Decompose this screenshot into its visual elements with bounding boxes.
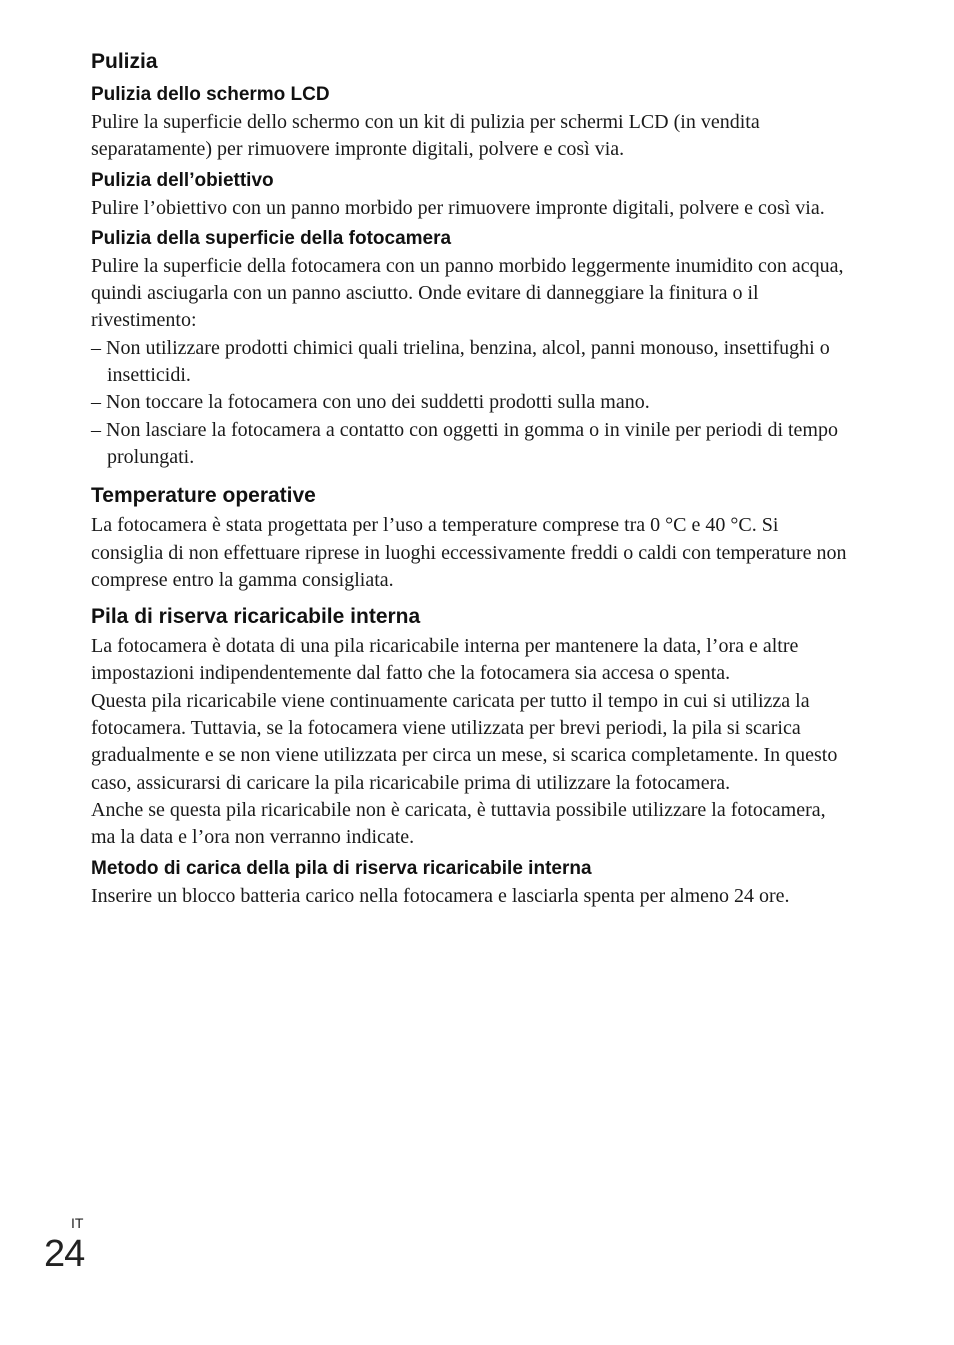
paragraph-metodo-carica: Inserire un blocco batteria carico nella fotocamera e lasciarla spenta per almeno 24 ore. (91, 884, 790, 907)
subsection-title-metodo-carica: Metodo di carica della pila di riserva ricaricabile interna (91, 857, 592, 879)
paragraph-lcd: Pulire la superficie dello schermo con un kit di pulizia per schermi LCD (in vendita separatamente) per rimuovere impronte digitali, polvere e così via. (91, 111, 760, 161)
subsection-title-lcd: Pulizia dello schermo LCD (91, 84, 330, 105)
paragraph-superficie: Pulire la superficie della fotocamera con un panno morbido leggermente inumidito con acqua, quindi asciugarla con un panno asciutto. Onde evitare di danneggiare la finitura o il rivestimento: (91, 254, 844, 332)
paragraph-temperature: La fotocamera è stata progettata per l’uso a temperature comprese tra 0 °C e 40 °C. Si consiglia di non effettuare riprese in luoghi eccessivamente freddi o caldi con temperature non comprese entro la gamma consigliata. (91, 514, 847, 591)
section-title-pulizia: Pulizia (91, 50, 158, 73)
subsection-title-obiettivo: Pulizia dell’obiettivo (91, 169, 274, 191)
paragraph-pila-2: Questa pila ricaricabile viene continuamente caricata per tutto il tempo in cui si utilizza la fotocamera. Tuttavia, se la fotocamera viene utilizzata per brevi periodi, la pila si scarica gradualmente e se non viene utilizzata per circa un mese, si scarica completamente. In questo caso, assicurarsi di caricare la pila ricaricabile prima di utilizzare la fotocamera. (91, 689, 838, 794)
paragraph-pila-3: Anche se questa pila ricaricabile non è caricata, è tuttavia possibile utilizzare la fotocamera, ma la data e l’ora non verranno indicate. (91, 798, 826, 849)
list-item: – Non toccare la fotocamera con uno dei suddetti prodotti sulla mano. (91, 391, 650, 414)
language-code: IT (71, 1215, 84, 1231)
section-title-temperature: Temperature operative (91, 484, 316, 508)
page-footer (44, 1215, 84, 1273)
cleaning-warnings-list (91, 335, 851, 471)
section-title-pila: Pila di riserva ricaricabile interna (91, 605, 421, 629)
page-content (91, 46, 851, 910)
page-number: 24 (44, 1233, 85, 1275)
list-item: – Non lasciare la fotocamera a contatto con oggetti in gomma o in vinile per periodi di tempo prolungati. (91, 418, 838, 468)
paragraph-obiettivo: Pulire l’obiettivo con un panno morbido per rimuovere impronte digitali, polvere e così via. (91, 196, 825, 219)
list-item: – Non utilizzare prodotti chimici quali trielina, benzina, alcol, panni monouso, insettifughi o insetticidi. (91, 336, 830, 387)
subsection-title-superficie: Pulizia della superficie della fotocamera (91, 227, 452, 249)
paragraph-pila-1: La fotocamera è dotata di una pila ricaricabile interna per mantenere la data, l’ora e altre impostazioni indipendentemente dal fatto che la fotocamera sia accesa o spenta. (91, 635, 799, 685)
